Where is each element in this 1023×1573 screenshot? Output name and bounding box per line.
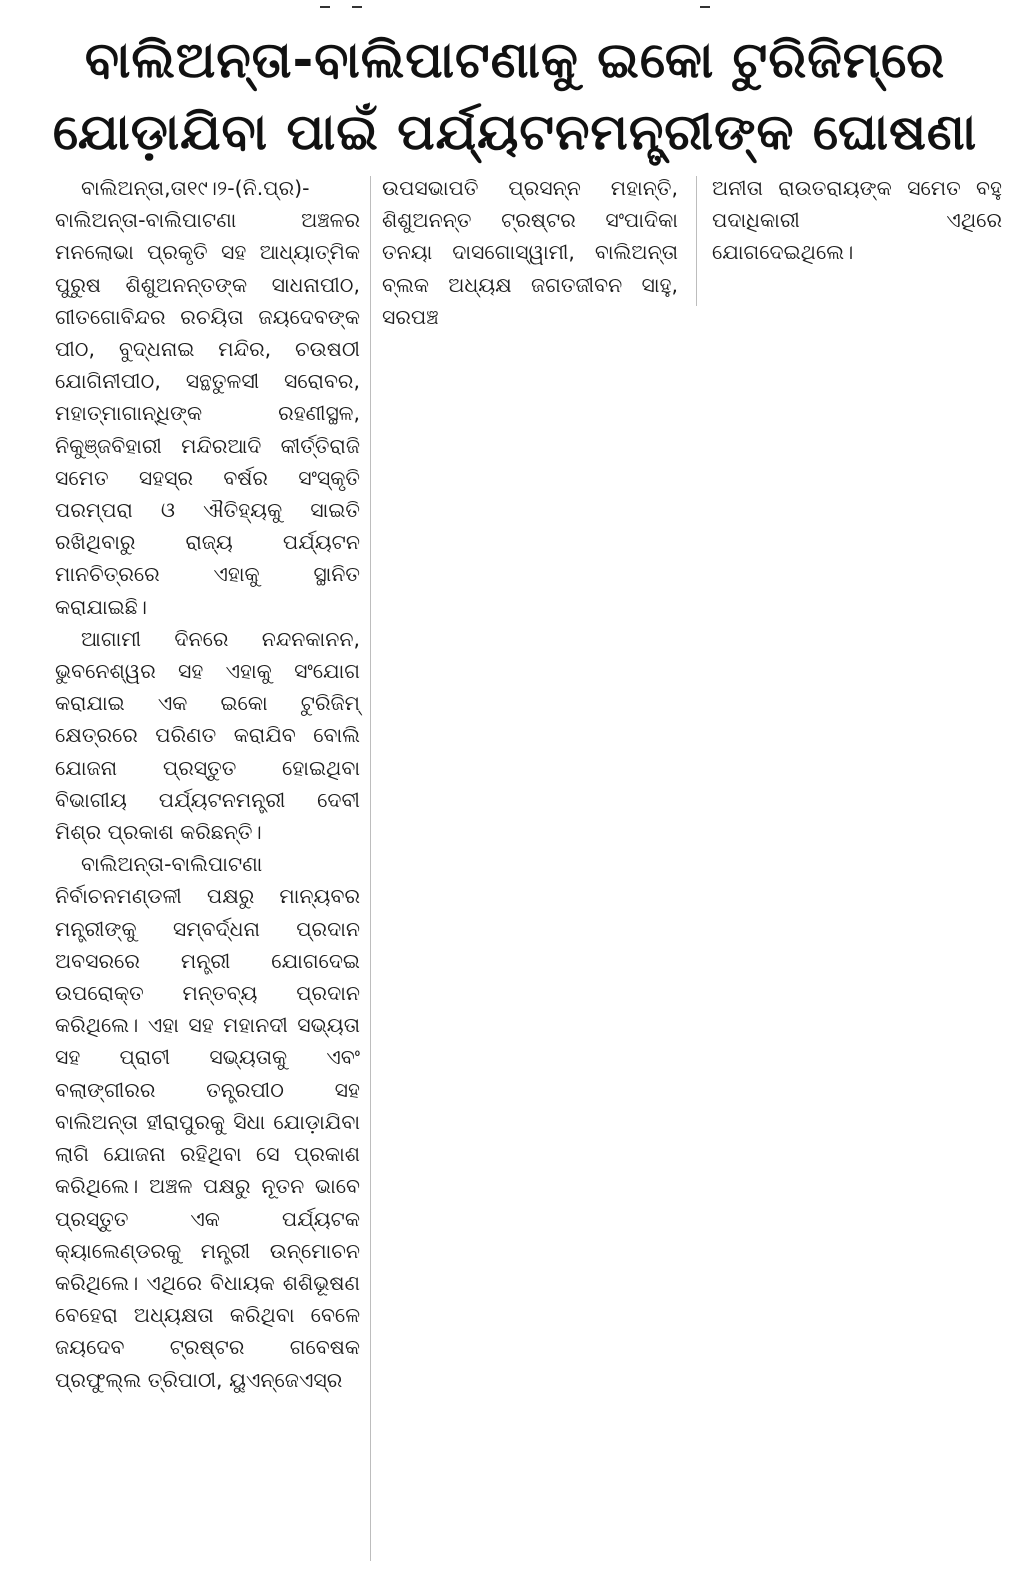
paragraph: ଅନୀତା ରାଉତରାୟଙ୍କ ସମେତ ବହୁ ପଦାଧିକାରୀ ଏଥିରେ ଯୋଗଦେଇଥିଲେ। bbox=[712, 176, 1002, 265]
paragraph: ଆଗାମୀ ଦିନରେ ନନ୍ଦନକାନନ, ଭୁବନେଶ୍ୱର ସହ ଏହାକୁ ସଂଯୋଗ କରାଯାଇ ଏକ ଇକୋ ଟୁରିଜିମ୍ କ୍ଷେତ୍ରରେ ପରିଣତ କରାଯିବ ବୋଲି ଯୋଜନା ପ୍ରସ୍ତୁତ ହୋଇଥିବା ବିଭାଗୀୟ ପର୍ଯ୍ୟଟନମନ୍ତ୍ରୀ ଦେବୀ ମିଶ୍ର ପ୍ରକାଶ କରିଛନ୍ତି। bbox=[55, 626, 360, 845]
paragraph: ବାଲିଅନ୍ତା-ବାଲିପାଟଣା ନିର୍ବାଚନମଣ୍ଡଳୀ ପକ୍ଷରୁ ମାନ୍ୟବର ମନ୍ତ୍ରୀଙ୍କୁ ସମ୍ବର୍ଦ୍ଧନା ପ୍ରଦାନ ଅବସରରେ ମନ୍ତ୍ରୀ ଯୋଗଦେଇ ଉପରୋକ୍ତ ମନ୍ତବ୍ୟ ପ୍ରଦାନ କରିଥିଲେ। ଏହା ସହ ମହାନଦୀ ସଭ୍ୟତା ସହ ପ୍ରାଚୀ ସଭ୍ୟତାକୁ ଏବଂ ବଲାଙ୍ଗୀରର ତନ୍ତ୍ରପୀଠ ସହ ବାଲିଅନ୍ତା ହୀରାପୁରକୁ ସିଧା ଯୋଡ଼ାଯିବା ଲାଗି ଯୋଜନା ରହିଥିବା ସେ ପ୍ରକାଶ କରିଥିଲେ। ଅଞ୍ଚଳ ପକ୍ଷରୁ ନୂତନ ଭାବେ ପ୍ରସ୍ତୁତ ଏକ ପର୍ଯ୍ୟଟକ କ୍ୟାଲେଣ୍ଡରକୁ ମନ୍ତ୍ରୀ ଉନ୍ମୋଚନ କରିଥିଲେ। ଏଥିରେ ବିଧାୟକ ଶଶିଭୂଷଣ ବେହେରା ଅଧ୍ୟକ୍ଷତା କରିଥିବା ବେଳେ ଜୟଦେବ ଟ୍ରଷ୍ଟର ଗବେଷକ ପ୍ରଫୁଲ୍ଲ ତ୍ରିପାଠୀ, ୟୁଏନ୍‌ଜେଏସ୍‌ର bbox=[55, 852, 360, 1392]
article-column-1 bbox=[55, 172, 360, 1396]
column-divider bbox=[696, 176, 697, 306]
headline bbox=[40, 24, 990, 168]
article-column-3 bbox=[712, 172, 1002, 269]
edge-mark bbox=[352, 6, 362, 14]
headline-line-2: ଯୋଡ଼ାଯିବା ପାଇଁ ପର୍ଯ୍ୟଟନମନ୍ତ୍ରୀଙ୍କ ଘୋଷଣା bbox=[52, 103, 978, 161]
page-edge-marks bbox=[0, 6, 1023, 20]
column-divider bbox=[370, 176, 371, 1561]
article-column-2 bbox=[382, 172, 678, 333]
paragraph: ଉପସଭାପତି ପ୍ରସନ୍ନ ମହାନ୍ତି, ଶିଶୁଅନନ୍ତ ଟ୍ରଷ୍ଟର ସଂପାଦିକା ତନୟା ଦାସଗୋସ୍ୱାମୀ, ବାଲିଅନ୍ତା ବ୍ଲକ ଅଧ୍ୟକ୍ଷ ଜଗତଜୀବନ ସାହୁ, ସରପଞ୍ଚ bbox=[382, 176, 678, 329]
paragraph-dateline: ବାଲିଅନ୍ତା,ତା୧୯।୨-(ନି.ପ୍ର)- ବାଲିଅନ୍ତା-ବାଲିପାଟଣା ଅଞ୍ଚଳର ମନଲୋଭା ପ୍ରକୃତି ସହ ଆଧ୍ୟାତ୍ମିକ ପୁରୁଷ ଶିଶୁଅନନ୍ତଙ୍କ ସାଧନାପୀଠ, ଗୀତଗୋବିନ୍ଦର ରଚୟିତା ଜୟଦେବଙ୍କ ପୀଠ, ବୁଦ୍ଧନାଇ ମନ୍ଦିର, ଚଉଷଠୀ ଯୋଗିନୀପୀଠ, ସନ୍ଥତୁଳସୀ ସରୋବର, ମହାତ୍ମାଗାନ୍ଧିଙ୍କ ରହଣୀସ୍ଥଳ, ନିକୁଞ୍ଜବିହାରୀ ମନ୍ଦିରଆଦି କୀର୍ତ୍ତିରାଜି ସମେତ ସହସ୍ର ବର୍ଷର ସଂସ୍କୃତି ପରମ୍ପରା ଓ ଐତିହ୍ୟକୁ ସାଇତି ରଖିଥିବାରୁ ରାଜ୍ୟ ପର୍ଯ୍ୟଟନ ମାନଚିତ୍ରରେ ଏହାକୁ ସ୍ଥାନିତ କରାଯାଇଛି। bbox=[55, 176, 360, 619]
edge-mark bbox=[700, 6, 710, 14]
edge-mark bbox=[320, 6, 330, 14]
headline-line-1: ବାଲିଅନ୍ତା-ବାଲିପାଟଣାକୁ ଇକୋ ଟୁରିଜିମ୍‌ରେ bbox=[84, 31, 946, 89]
